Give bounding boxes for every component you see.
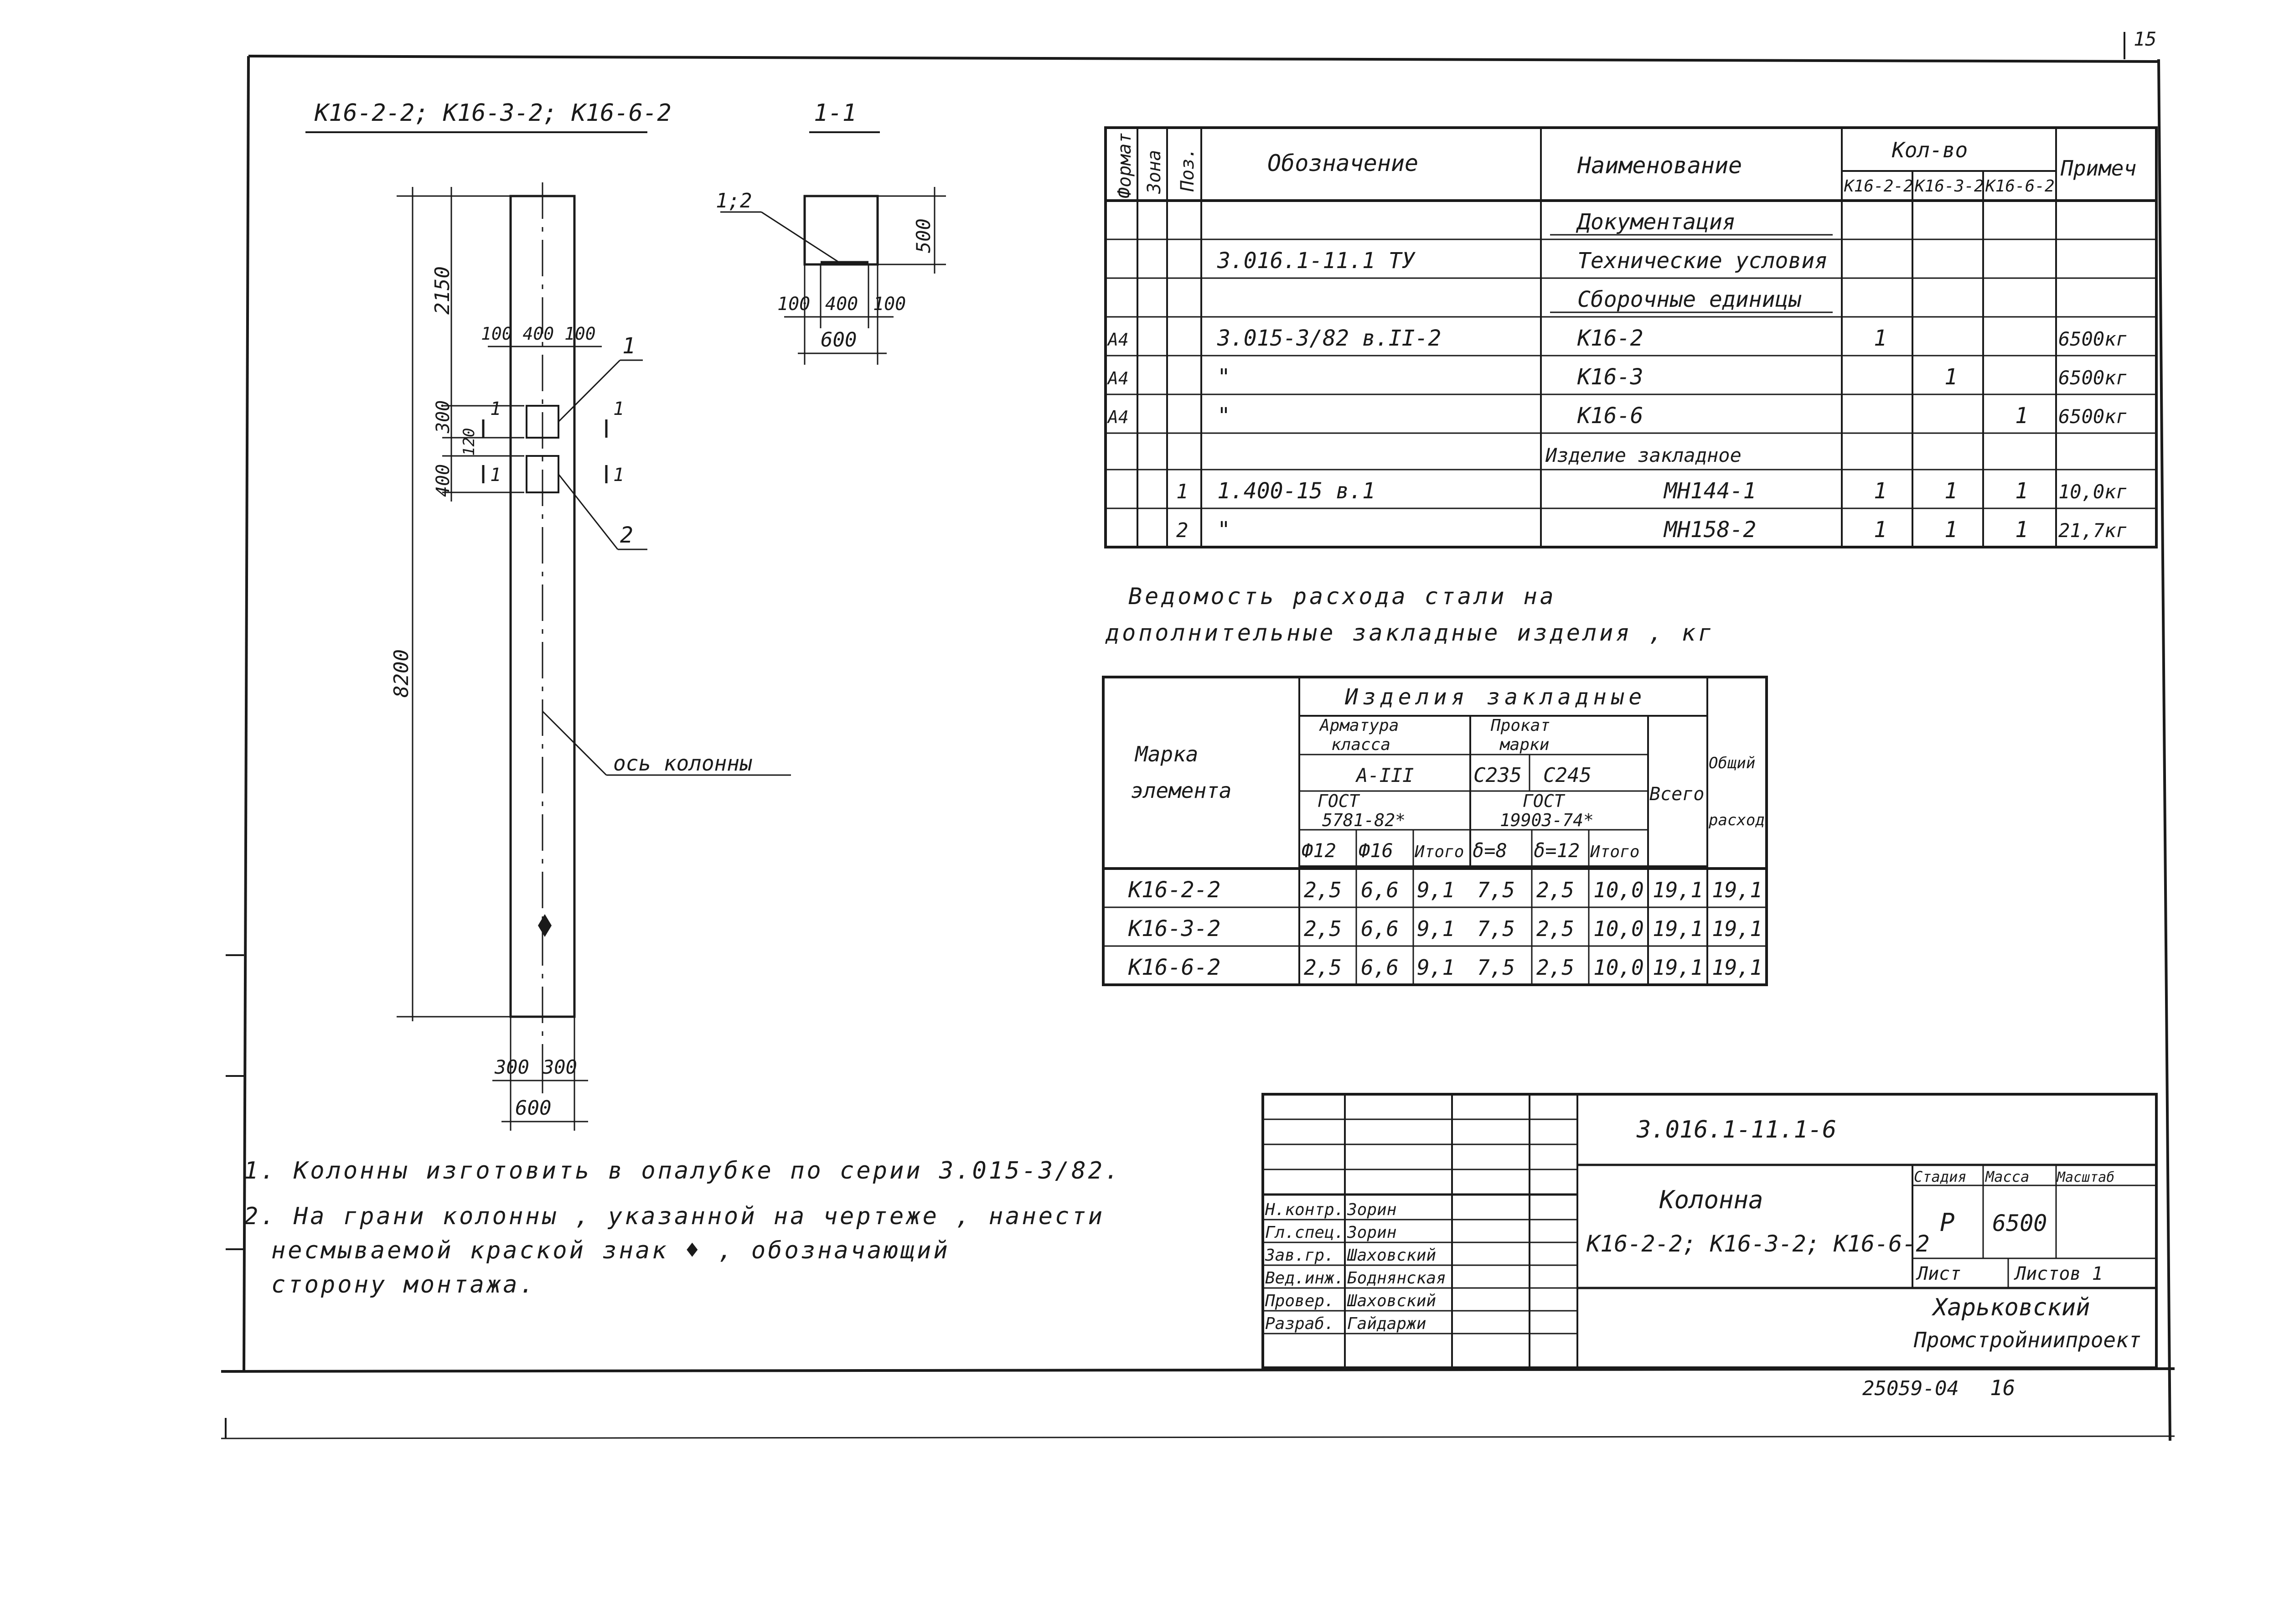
steel-value-cell: 19,1	[1712, 878, 1762, 902]
note-2-cont: несмываемой краской знак ♦ , обозначающий	[271, 1237, 950, 1264]
steel-value-cell: 2,5	[1304, 955, 1342, 980]
steel-value-cell: 6,6	[1361, 878, 1399, 902]
spec-format-cell: А4	[1108, 330, 1129, 350]
approval-name: Зорин	[1347, 1223, 1397, 1242]
steel-value-cell: 10,0	[1593, 955, 1644, 980]
spec-qty-cell: 1	[2015, 478, 2028, 504]
dim-top-length: 2150	[431, 266, 454, 315]
spec-name-cell: МН158-2	[1664, 517, 1757, 543]
sheet-label: Лист	[1917, 1263, 1961, 1284]
section-dim-mid: 400	[825, 294, 858, 315]
sub-header-total-prokat: Итого	[1590, 843, 1640, 861]
section-dim-right: 100	[873, 294, 906, 315]
steel-value-cell: 19,1	[1653, 916, 1703, 941]
spec-name-cell: К16-3	[1577, 364, 1643, 390]
spec-designation-cell: 3.016.1-11.1 ТУ	[1217, 248, 1415, 274]
org-name-2: Промстройниипроект	[1914, 1328, 2141, 1352]
spec-qty-cell: 1	[2015, 517, 2028, 543]
approval-role: Гл.спец.	[1265, 1223, 1344, 1242]
steel-value-cell: 19,1	[1712, 916, 1762, 941]
steel-value-cell: 19,1	[1653, 878, 1703, 902]
approval-name: Шаховский	[1347, 1246, 1437, 1265]
header-qty-col-2: К16-3-2	[1915, 177, 1984, 196]
dim-total-length: 8200	[390, 649, 413, 698]
steel-value-cell: 9,1	[1417, 955, 1455, 980]
steel-value-cell: 10,0	[1593, 878, 1644, 902]
spec-qty-cell: 1	[1874, 326, 1887, 351]
callout-2: 2	[620, 522, 633, 548]
section-mark-left-bottom: 1	[490, 465, 501, 486]
approval-role: Н.контр.	[1265, 1200, 1344, 1219]
spec-designation-cell: "	[1217, 517, 1230, 543]
org-name-1: Харьковский	[1933, 1294, 2090, 1321]
section-mark-left-top: 1	[490, 398, 501, 419]
approval-role: Вед.инж.	[1265, 1269, 1344, 1288]
spec-rows	[1107, 209, 2128, 543]
approval-role: Разраб.	[1265, 1314, 1334, 1333]
prokat-gost-2: 19903-74*	[1500, 810, 1594, 830]
steel-mark-header-1: Марка	[1135, 742, 1199, 766]
total-header: Всего	[1649, 784, 1705, 805]
steel-value-cell: 10,0	[1593, 916, 1644, 941]
spec-pos-cell: 2	[1176, 519, 1189, 542]
section-dim-left: 100	[777, 294, 811, 315]
mounting-side-marker	[538, 914, 552, 937]
armature-class: А-III	[1356, 764, 1414, 786]
steel-value-cell: 2,5	[1536, 878, 1575, 902]
column-title: К16-2-2; К16-3-2; К16-6-2	[315, 99, 672, 127]
spec-qty-cell: 1	[1944, 478, 1958, 504]
spec-name-cell: МН144-1	[1664, 478, 1757, 504]
header-qty: Кол-во	[1892, 138, 1968, 162]
sub-header-d8: δ=8	[1473, 839, 1507, 862]
steel-value-cell: 6,6	[1361, 916, 1399, 941]
steel-value-cell: 2,5	[1304, 916, 1342, 941]
note-2: 2. На грани колонны , указанной на чертеже , нанести	[244, 1203, 1105, 1230]
steel-value-cell: 9,1	[1417, 878, 1455, 902]
spec-name-cell: К16-6	[1577, 403, 1643, 429]
title-block-code: 3.016.1-11.1-6	[1637, 1116, 1837, 1143]
approval-role: Зав.гр.	[1265, 1246, 1334, 1265]
steel-value-cell: 7,5	[1477, 878, 1515, 902]
page-number: 16	[1990, 1376, 2015, 1400]
dim-plate-300: 300	[433, 400, 454, 433]
stage-label: Стадия	[1914, 1168, 1967, 1185]
section-title: 1-1	[814, 99, 857, 127]
callout-1: 1	[622, 333, 636, 359]
steel-value-cell: 19,1	[1712, 955, 1762, 980]
armature-header-2: класса	[1331, 735, 1391, 754]
steel-title	[1105, 583, 1715, 646]
steel-value-cell: 2,5	[1536, 916, 1575, 941]
header-qty-col-3: К16-6-2	[1985, 177, 2055, 196]
steel-value-cell: 9,1	[1417, 916, 1455, 941]
approval-rows	[1265, 1200, 1446, 1333]
spec-designation-cell: 3.015-3/82 в.II-2	[1217, 326, 1442, 351]
steel-group-header: Изделия закладные	[1345, 684, 1647, 710]
dim-plate-400: 400	[433, 464, 454, 497]
spec-name-cell: К16-2	[1577, 326, 1643, 351]
dim-base-left: 300	[495, 1056, 529, 1078]
spec-qty-cell: 1	[1874, 517, 1887, 543]
title-block	[1263, 1094, 2156, 1368]
header-qty-col-1: К16-2-2	[1844, 177, 1913, 196]
spec-note-cell: 6500кг	[2058, 328, 2128, 350]
mass-label: Масса	[1985, 1168, 2030, 1185]
archive-number: 25059-04	[1862, 1377, 1959, 1400]
header-zone: Зона	[1144, 150, 1165, 194]
prokat-c245: С245	[1543, 764, 1592, 787]
section-mark-right-bottom: 1	[613, 465, 625, 486]
footer	[1862, 1376, 2015, 1400]
armature-gost-2: 5781-82*	[1322, 810, 1406, 830]
corner-mark: 15	[2134, 28, 2157, 50]
spec-designation-cell: 1.400-15 в.1	[1217, 478, 1375, 504]
steel-title-line-1: Ведомость расхода стали на	[1128, 583, 1556, 610]
spec-format-cell: А4	[1108, 407, 1129, 427]
title-block-name-1: Колонна	[1659, 1185, 1763, 1214]
spec-qty-cell: 1	[1874, 478, 1887, 504]
approval-name: Боднянская	[1347, 1269, 1446, 1288]
general-notes	[244, 1157, 1121, 1298]
approval-name: Шаховский	[1347, 1292, 1437, 1310]
spec-designation-cell: "	[1217, 403, 1230, 429]
steel-value-cell: 7,5	[1477, 916, 1515, 941]
steel-mark-cell: К16-3-2	[1128, 916, 1221, 941]
spec-name-cell: Сборочные единицы	[1577, 287, 1802, 312]
spec-note-cell: 6500кг	[2058, 405, 2128, 428]
section-outline	[805, 196, 878, 264]
header-note: Примеч	[2061, 156, 2137, 181]
approval-name: Гайдаржи	[1347, 1314, 1426, 1333]
overall-header-1: Общий	[1709, 754, 1756, 772]
steel-value-cell: 7,5	[1477, 955, 1515, 980]
spec-name-cell: Изделие закладное	[1545, 444, 1742, 466]
steel-table	[1103, 677, 1767, 985]
prokat-header-1: Прокат	[1491, 716, 1550, 735]
steel-title-line-2: дополнительные закладные изделия , кг	[1106, 620, 1715, 646]
specification-table	[1106, 128, 2156, 547]
spec-pos-cell: 1	[1176, 480, 1189, 503]
steel-value-cell: 2,5	[1304, 878, 1342, 902]
steel-rows	[1128, 877, 1762, 980]
dim-base-total: 600	[515, 1096, 552, 1120]
dim-top-width: 100 400 100	[481, 324, 596, 344]
header-format: Формат	[1114, 132, 1135, 198]
section-callout: 1;2	[716, 189, 752, 212]
spec-name-cell: Технические условия	[1577, 248, 1828, 274]
steel-mark-cell: К16-2-2	[1128, 877, 1221, 903]
dim-plate-120: 120	[460, 428, 478, 456]
prokat-gost-1: ГОСТ	[1523, 791, 1565, 811]
spec-qty-cell: 1	[1944, 364, 1958, 390]
steel-mark-header-2: элемента	[1131, 778, 1232, 803]
steel-mark-cell: К16-6-2	[1128, 955, 1221, 980]
section-dim-total: 600	[821, 328, 857, 352]
spec-qty-cell: 1	[2015, 403, 2028, 429]
header-name: Наименование	[1577, 152, 1742, 179]
overall-header-2: расход	[1709, 811, 1765, 829]
scale-label: Масштаб	[2057, 1169, 2115, 1185]
approval-name: Зорин	[1347, 1200, 1397, 1219]
sub-header-total-arm: Итого	[1415, 843, 1464, 861]
spec-note-cell: 6500кг	[2058, 367, 2128, 389]
stage-value: Р	[1940, 1208, 1955, 1237]
spec-name-cell: Документация	[1577, 209, 1736, 235]
header-designation: Обозначение	[1267, 150, 1419, 176]
mass-value: 6500	[1992, 1210, 2047, 1236]
dim-base-right: 300	[543, 1056, 577, 1078]
sub-header-d12: δ=12	[1534, 839, 1580, 862]
approval-role: Провер.	[1265, 1292, 1334, 1310]
sub-header-f12: Ф12	[1302, 839, 1336, 862]
section-view	[716, 99, 946, 365]
prokat-c235: С235	[1473, 764, 1522, 787]
steel-value-cell: 19,1	[1653, 955, 1703, 980]
title-block-name-2: К16-2-2; К16-3-2; К16-6-2	[1587, 1231, 1930, 1257]
armature-header-1: Арматура	[1320, 716, 1399, 735]
note-2-end: сторону монтажа.	[271, 1271, 536, 1298]
note-1: 1. Колонны изготовить в опалубке по серии 3.015-3/82.	[244, 1157, 1121, 1184]
spec-format-cell: А4	[1108, 368, 1129, 388]
spec-note-cell: 10,0кг	[2058, 481, 2128, 503]
column-axis-label: ось колонны	[613, 751, 752, 776]
header-pos: Поз.	[1177, 147, 1198, 191]
steel-value-cell: 6,6	[1361, 955, 1399, 980]
prokat-header-2: марки	[1500, 735, 1550, 754]
spec-qty-cell: 1	[1944, 517, 1958, 543]
section-dim-height: 500	[912, 218, 935, 253]
spec-note-cell: 21,7кг	[2058, 519, 2128, 542]
spec-designation-cell: "	[1217, 364, 1230, 390]
sheets-label: Листов 1	[2015, 1263, 2103, 1284]
sub-header-f16: Ф16	[1359, 839, 1393, 862]
section-mark-right-top: 1	[613, 398, 625, 419]
column-drawing	[305, 99, 791, 1131]
steel-value-cell: 2,5	[1536, 955, 1575, 980]
armature-gost-1: ГОСТ	[1318, 791, 1359, 811]
